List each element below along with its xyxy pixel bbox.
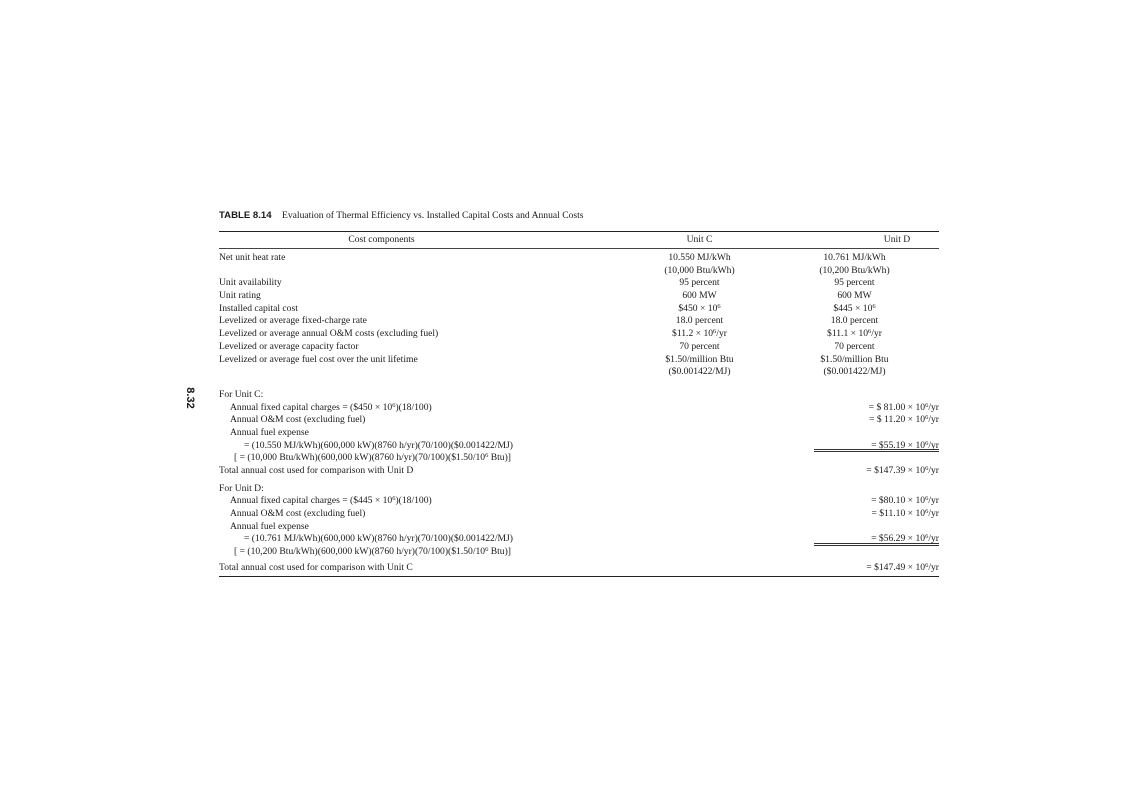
unit-c-total-value: = $147.39 × $10^6/yr$ xyxy=(866,465,939,476)
unit-d-calculation xyxy=(219,483,939,575)
unit-d-om-label: Annual O&M cost (excluding fuel) xyxy=(230,508,366,520)
unit-c-heading: For Unit C: xyxy=(219,388,264,400)
unit-c-fuel-us: [ = (10,000 Btu/kWh)(600,000 kW)(8760 $h/yr)(70/100)(\$1.50/10^6$ Btu)] xyxy=(234,452,511,464)
unit-c-value: $450 × $10^6$ xyxy=(678,302,721,314)
unit-d-total-value: = $147.49 × $10^6/yr$ xyxy=(866,561,939,573)
unit-d-value: $1.50/million Btu xyxy=(820,353,889,365)
unit-d-om-value: = $11.10 × $10^6/yr$ xyxy=(871,508,939,520)
row-label: Unit rating xyxy=(219,290,261,302)
table-title: Evaluation of Thermal Efficiency vs. Installed Capital Costs and Annual Costs xyxy=(282,210,584,221)
table-row xyxy=(219,366,939,379)
header-cost-components: Cost components xyxy=(348,234,415,245)
table-body xyxy=(219,252,939,379)
table-caption xyxy=(219,209,939,223)
row-label: Levelized or average fixed-charge rate xyxy=(219,315,367,327)
unit-d-value: ($0.001422/MJ) xyxy=(823,366,886,378)
unit-c-value: (10,000 Btu/kWh) xyxy=(664,264,735,276)
row-label: Levelized or average fuel cost over the unit lifetime xyxy=(219,353,418,365)
unit-d-fuel-label: Annual fuel expense xyxy=(230,520,309,532)
unit-d-fixed-value: = $80.10 × $10^6/yr$ xyxy=(871,495,939,507)
cost-table xyxy=(219,209,939,577)
row-label: Net unit heat rate xyxy=(219,252,286,263)
page-number: 8.32 xyxy=(184,387,196,409)
unit-c-total-label: Total annual cost used for comparison with Unit D xyxy=(219,465,414,476)
unit-c-fuel-label: Annual fuel expense xyxy=(230,426,309,438)
table-row xyxy=(219,315,939,328)
unit-d-fixed-label: Annual fixed capital charges = ($445 × $10^6)(18/100)$ xyxy=(230,495,432,507)
unit-d-heading: For Unit D: xyxy=(219,482,264,494)
unit-c-value: 95 percent xyxy=(679,277,720,289)
unit-c-om-value: = $ $11.20 \times 10^6/yr$ xyxy=(869,414,939,426)
unit-c-fixed-value: = $ $81.00 \times 10^6/yr$ xyxy=(868,401,939,413)
table-row xyxy=(219,252,939,265)
unit-d-total-label: Total annual cost used for comparison with Unit C xyxy=(219,561,413,573)
table-row xyxy=(219,328,939,341)
unit-d-value: 95 percent xyxy=(834,277,875,289)
unit-c-value: $11.2 × $10^6/yr$ xyxy=(672,328,727,340)
table-row xyxy=(219,341,939,354)
unit-d-fuel-si: = (10.761 MJ/kWh)(600,000 kW)(8760 h/yr)(70/100)($0.001422/MJ) xyxy=(244,533,513,545)
unit-d-value: 18.0 percent xyxy=(830,315,879,327)
table-row xyxy=(219,277,939,290)
unit-c-value: $1.50/million Btu xyxy=(665,353,734,365)
unit-c-value: 600 MW xyxy=(682,290,717,302)
table-row xyxy=(219,354,939,367)
unit-c-calculation xyxy=(219,389,939,478)
row-label xyxy=(219,366,629,379)
table-row xyxy=(219,303,939,316)
table-label: TABLE 8.14 xyxy=(219,210,272,221)
unit-c-value: 70 percent xyxy=(679,340,720,352)
unit-c-om-label: Annual O&M cost (excluding fuel) xyxy=(230,414,366,426)
unit-d-value: 70 percent xyxy=(834,340,875,352)
bottom-rule xyxy=(219,576,939,577)
unit-c-fuel-si: = (10.550 MJ/kWh)(600,000 kW)(8760 h/yr)(70/100)($0.001422/MJ) xyxy=(244,439,513,451)
unit-c-fuel-value: = $55.19 × $10^6/yr$ xyxy=(814,440,939,453)
unit-c-value: 10.550 MJ/kWh xyxy=(668,252,731,263)
table-row xyxy=(219,265,939,278)
row-label xyxy=(219,265,629,278)
unit-d-value: (10,200 Btu/kWh) xyxy=(819,264,890,276)
unit-c-value: 18.0 percent xyxy=(675,315,724,327)
table-row xyxy=(219,290,939,303)
row-label: Levelized or average capacity factor xyxy=(219,340,359,352)
unit-d-fuel-value: = $56.29 × $10^6/yr$ xyxy=(814,533,939,546)
unit-d-value: 10.761 MJ/kWh xyxy=(823,252,886,263)
header-unit-d: Unit D xyxy=(883,234,911,245)
unit-d-fuel-us: [ = (10,200 Btu/kWh)(600,000 kW)(8760 $h/yr)(70/100)(\$1.50/10^6$ Btu)] xyxy=(234,546,511,558)
unit-c-value: ($0.001422/MJ) xyxy=(668,366,731,378)
unit-d-value: $445 × $10^6$ xyxy=(833,302,876,314)
row-label: Installed capital cost xyxy=(219,302,298,314)
unit-d-value: $11.1 × $10^6/yr$ xyxy=(827,328,882,340)
unit-d-value: 600 MW xyxy=(837,290,872,302)
unit-c-fixed-label: Annual fixed capital charges = ($450 × $10^6)(18/100)$ xyxy=(230,401,432,413)
table-header xyxy=(219,232,939,249)
row-label: Levelized or average annual O&M costs (excluding fuel) xyxy=(219,328,439,340)
header-unit-c: Unit C xyxy=(686,234,713,245)
row-label: Unit availability xyxy=(219,277,282,289)
